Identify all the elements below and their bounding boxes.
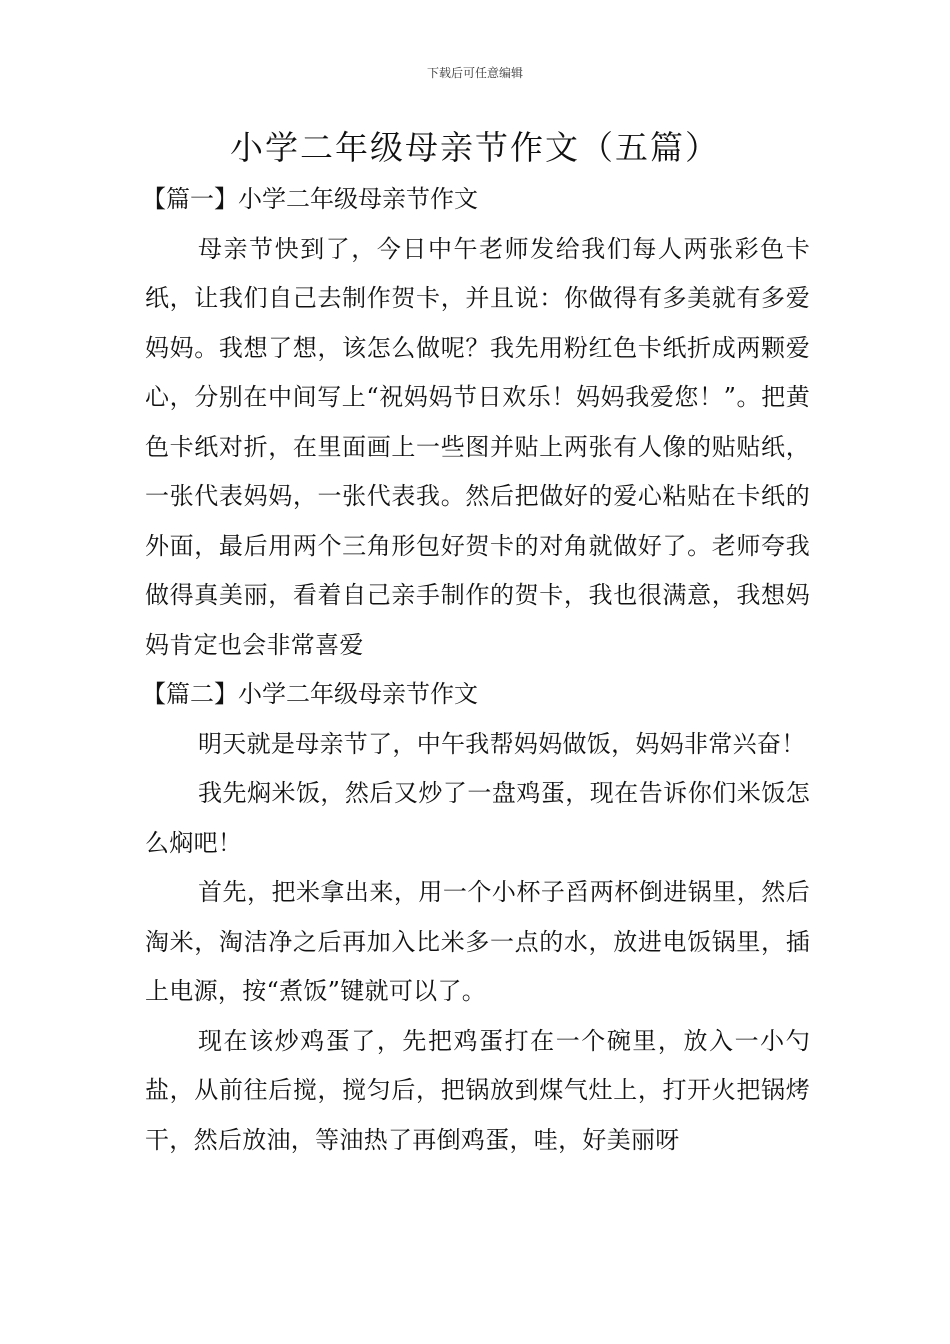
section-heading: 【篇二】小学二年级母亲节作文 bbox=[142, 680, 478, 708]
paragraph: 现在该炒鸡蛋了，先把鸡蛋打在一个碗里，放入一小勺盐，从前往后搅，搅匀后，把锅放到煤气灶上，打开火把锅烤干，然后放油，等油热了再倒鸡蛋，哇，好美丽呀 bbox=[145, 1026, 810, 1154]
section-1 bbox=[142, 175, 810, 670]
header-note: 下载后可任意编辑 bbox=[426, 66, 523, 80]
paragraph: 我先焖米饭，然后又炒了一盘鸡蛋，现在告诉你们米饭怎么焖吧！ bbox=[145, 779, 810, 857]
section-heading: 【篇一】小学二年级母亲节作文 bbox=[142, 185, 478, 213]
section-2 bbox=[142, 670, 810, 1165]
document-body bbox=[142, 175, 810, 1165]
paragraph: 明天就是母亲节了，中午我帮妈妈做饭，妈妈非常兴奋！ bbox=[198, 729, 806, 758]
document-title: 小学二年级母亲节作文（五篇） bbox=[230, 128, 720, 167]
paragraph: 母亲节快到了，今日中午老师发给我们每人两张彩色卡纸，让我们自己去制作贺卡，并且说：你做得有多美就有多爱妈妈。我想了想，该怎么做呢？我先用粉红色卡纸折成两颗爱心，分别在中间写上“祝妈妈节日欢乐！妈妈我爱您！”。把黄色卡纸对折，在里面画上一些图并贴上两张有人像的贴贴纸，一张代表妈妈，一张代表我。然后把做好的爱心粘贴在卡纸的外面，最后用两个三角形包好贺卡的对角就做好了。老师夸我做得真美丽，看着自己亲手制作的贺卡，我也很满意，我想妈妈肯定也会非常喜爱 bbox=[145, 234, 810, 659]
paragraph: 首先，把米拿出来，用一个小杯子舀两杯倒进锅里，然后淘米，淘洁净之后再加入比米多一点的水，放进电饭锅里，插上电源，按“煮饭”键就可以了。 bbox=[145, 878, 810, 1005]
